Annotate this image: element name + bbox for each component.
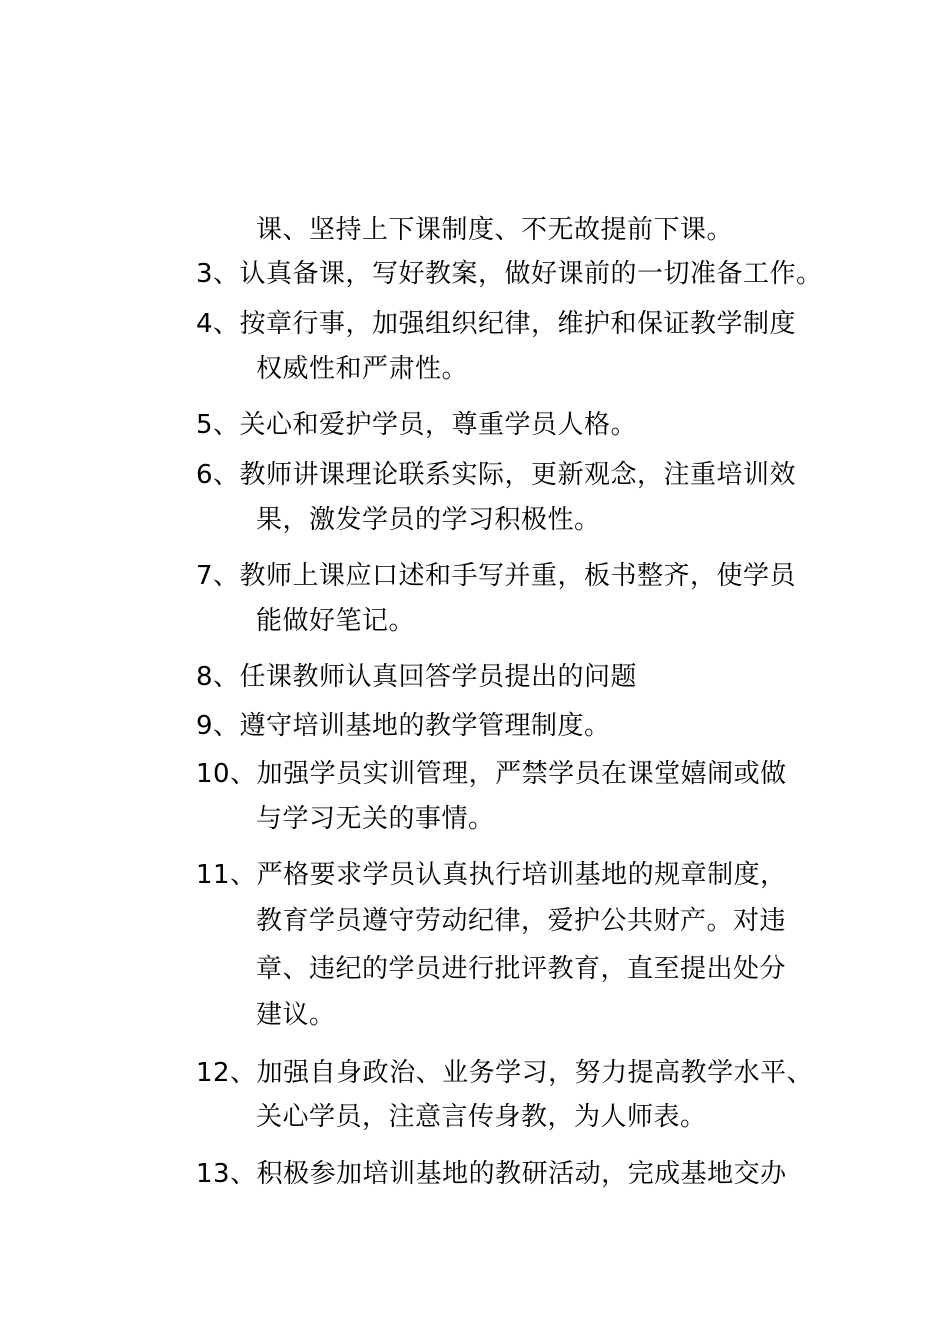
list-item-8: 8、任课教师认真回答学员提出的问题 [196, 662, 638, 692]
list-item-12-continuation: 关心学员，注意言传身教，为人师表。 [256, 1102, 707, 1132]
list-item-9: 9、遵守培训基地的教学管理制度。 [196, 711, 611, 741]
line-continuation: 课、坚持上下课制度、不无故提前下课。 [256, 215, 734, 245]
list-item-11-continuation-2: 章、违纪的学员进行批评教育，直至提出处分 [256, 954, 787, 984]
list-item-7-continuation: 能做好笔记。 [256, 606, 416, 636]
list-item-6: 6、教师讲课理论联系实际，更新观念，注重培训效 [196, 460, 797, 490]
list-item-6-continuation: 果，激发学员的学习积极性。 [256, 505, 601, 535]
list-item-5: 5、关心和爱护学员，尊重学员人格。 [196, 410, 638, 440]
list-item-13: 13、积极参加培训基地的教研活动，完成基地交办 [196, 1159, 787, 1189]
list-item-3: 3、认真备课，写好教案，做好课前的一切准备工作。 [196, 259, 823, 289]
list-item-11: 11、严格要求学员认真执行培训基地的规章制度， [196, 860, 787, 890]
list-item-7: 7、教师上课应口述和手写并重，板书整齐，使学员 [196, 561, 797, 591]
list-item-4-continuation: 权威性和严肃性。 [256, 354, 469, 384]
list-item-12: 12、加强自身政治、业务学习，努力提高教学水平、 [196, 1058, 814, 1088]
list-item-11-continuation-1: 教育学员遵守劳动纪律，爱护公共财产。对违 [256, 906, 787, 936]
list-item-10: 10、加强学员实训管理，严禁学员在课堂嬉闹或做 [196, 759, 787, 789]
list-item-10-continuation: 与学习无关的事情。 [256, 804, 495, 834]
list-item-11-continuation-3: 建议。 [256, 1000, 336, 1030]
list-item-4: 4、按章行事，加强组织纪律，维护和保证教学制度 [196, 309, 797, 339]
